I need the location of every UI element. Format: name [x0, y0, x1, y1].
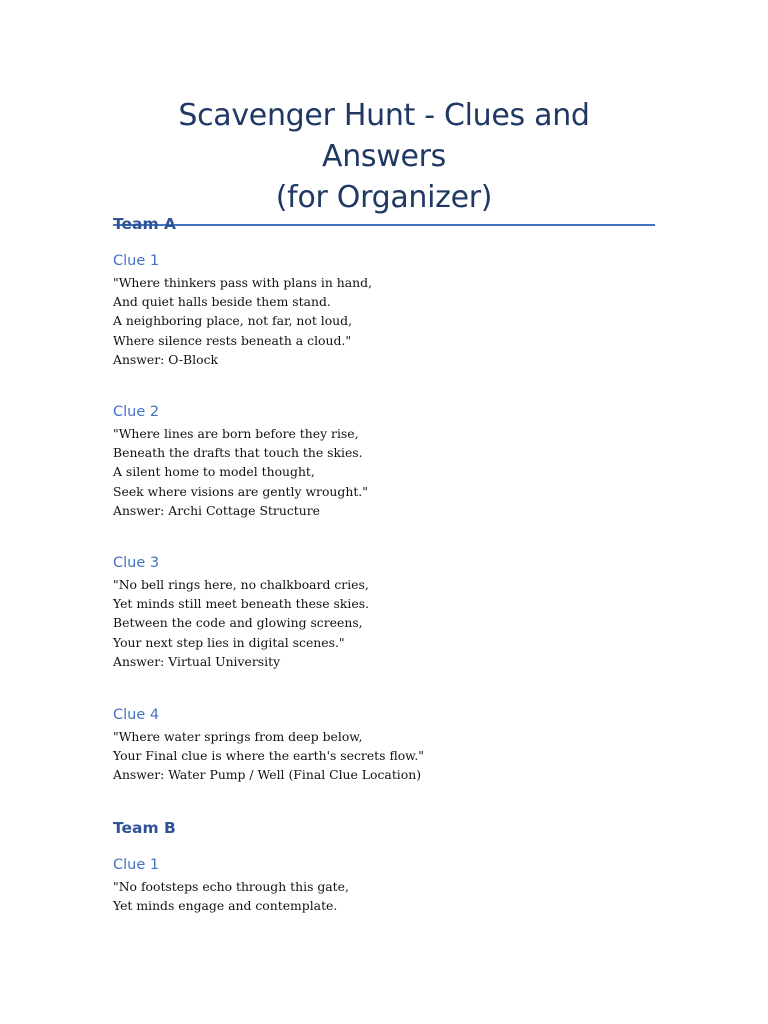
clue-line: Seek where visions are gently wrought."	[113, 483, 368, 499]
team-heading: Team B	[113, 819, 176, 837]
clue-line: Where silence rests beneath a cloud."	[113, 332, 352, 348]
clue-line: Between the code and glowing screens,	[113, 615, 363, 631]
clue-block	[113, 553, 369, 671]
clue-text	[113, 575, 369, 671]
clue-heading: Clue 1	[113, 857, 160, 873]
clue-block	[113, 855, 349, 915]
title-line-2: (for Organizer)	[275, 180, 493, 215]
clue-answer: Answer: Archi Cottage Structure	[113, 502, 320, 518]
clue-line: A silent home to model thought,	[113, 464, 315, 480]
clue-line: A neighboring place, not far, not loud,	[113, 313, 353, 329]
document-title	[113, 95, 655, 218]
clue-line: Your Final clue is where the earth's secrets flow."	[113, 748, 424, 764]
clue-line: "Where lines are born before they rise,	[113, 426, 359, 441]
clue-text	[113, 273, 372, 369]
clue-text	[113, 424, 368, 520]
clue-block	[113, 251, 372, 369]
title-line-1: Scavenger Hunt - Clues and Answers	[178, 98, 590, 174]
clue-line: "Where thinkers pass with plans in hand,	[113, 275, 373, 290]
clue-text	[113, 877, 349, 915]
clue-line: And quiet halls beside them stand.	[113, 294, 331, 310]
team-a-section	[113, 214, 176, 234]
clue-line: Your next step lies in digital scenes."	[113, 634, 345, 650]
title-underline	[113, 224, 655, 226]
document-page	[113, 0, 655, 226]
clue-line: Beneath the drafts that touch the skies.	[113, 445, 363, 461]
team-heading: Team A	[113, 215, 177, 233]
clue-block	[113, 402, 368, 520]
clue-heading: Clue 4	[113, 707, 160, 723]
clue-text	[113, 727, 424, 785]
clue-answer: Answer: O-Block	[113, 351, 219, 367]
clue-answer: Answer: Virtual University	[113, 653, 281, 669]
clue-line: "No footsteps echo through this gate,	[113, 879, 349, 894]
clue-heading: Clue 3	[113, 555, 160, 571]
team-b-section	[113, 818, 176, 838]
clue-block	[113, 705, 424, 785]
clue-line: "No bell rings here, no chalkboard cries,	[113, 577, 369, 592]
clue-line: Yet minds still meet beneath these skies.	[113, 596, 370, 612]
clue-heading: Clue 2	[113, 404, 160, 420]
clue-heading: Clue 1	[113, 253, 160, 269]
clue-line: Yet minds engage and contemplate.	[113, 898, 338, 914]
clue-line: "Where water springs from deep below,	[113, 729, 363, 744]
clue-answer: Answer: Water Pump / Well (Final Clue Location)	[113, 767, 422, 783]
